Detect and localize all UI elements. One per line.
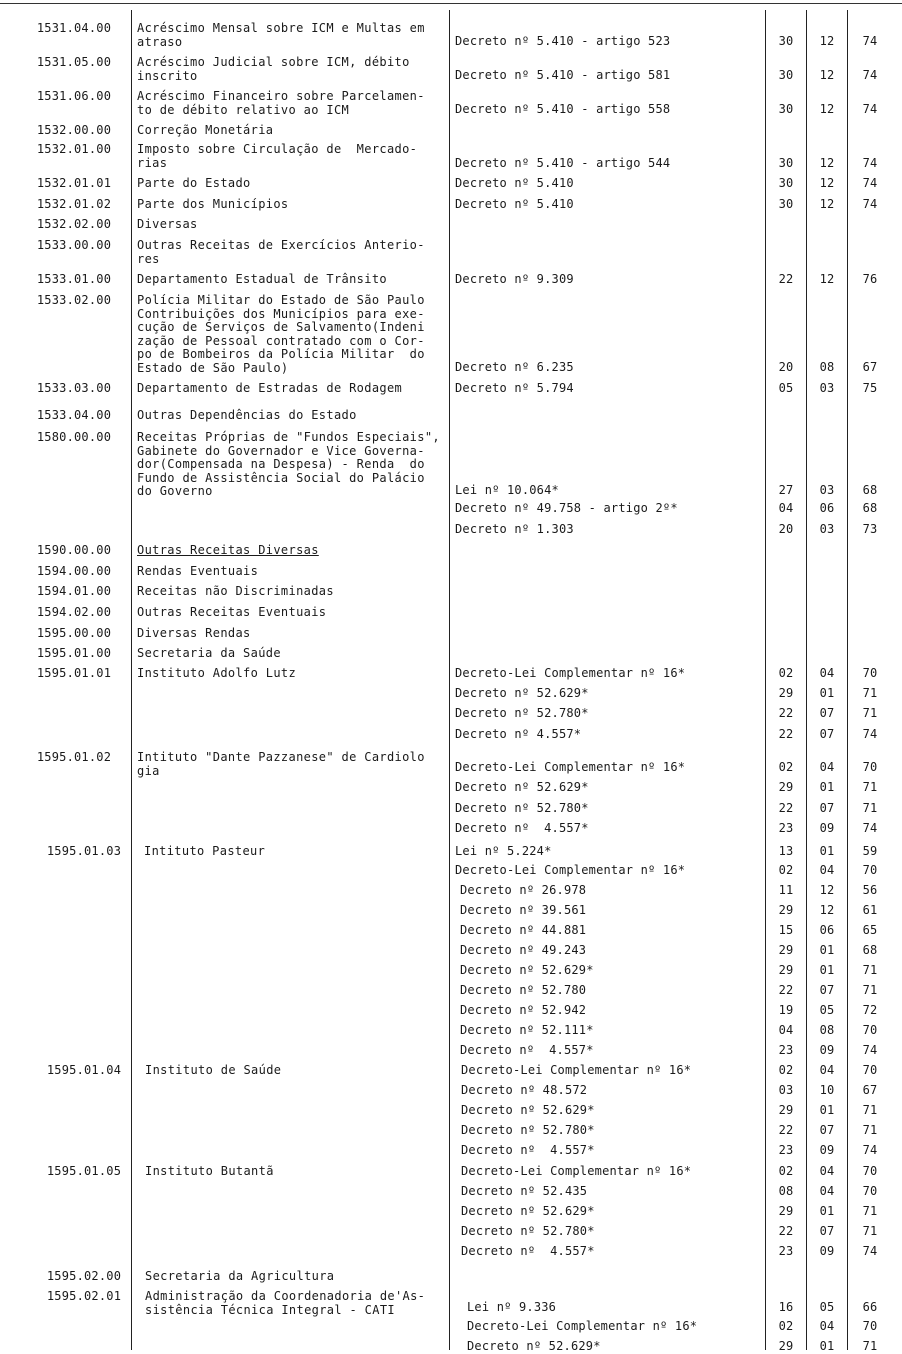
legal-reference: Decreto nº 52.629* [455,780,589,794]
account-code: 1533.03.00 [36,381,112,395]
date-month: 12 [819,176,835,190]
date-day: 29 [778,1103,794,1117]
top-rule [0,3,902,4]
date-year: 68 [862,943,878,957]
date-month: 04 [819,760,835,774]
account-description: Administração da Coordenadoria de'As- sistência Técnica Integral - CATI [145,1289,426,1317]
account-description: Secretaria da Saúde [137,646,281,660]
date-month: 07 [819,727,835,741]
date-year: 71 [862,963,878,977]
account-code: 1595.01.03 [46,844,122,858]
date-year: 74 [862,156,878,170]
date-month: 04 [819,1164,835,1178]
date-year: 74 [862,1244,878,1258]
account-description: Receitas não Discriminadas [137,584,334,598]
date-day: 20 [778,522,794,536]
legal-reference: Decreto-Lei Complementar nº 16* [455,666,686,680]
account-description: Acréscimo Judicial sobre ICM, débito inscrito [137,55,410,83]
account-description: Acréscimo Mensal sobre ICM e Multas em atraso [137,21,425,49]
date-year: 71 [862,1123,878,1137]
date-year: 70 [862,1184,878,1198]
legal-reference: Decreto nº 5.794 [455,381,574,395]
date-year: 76 [862,272,878,286]
date-month: 12 [819,156,835,170]
date-month: 01 [819,943,835,957]
account-code: 1595.01.01 [36,666,112,680]
date-year: 71 [862,706,878,720]
date-year: 74 [862,1043,878,1057]
date-day: 30 [778,176,794,190]
account-code: 1595.00.00 [36,626,112,640]
date-month: 12 [819,102,835,116]
date-month: 04 [819,863,835,877]
date-year: 70 [862,666,878,680]
date-month: 03 [819,522,835,536]
legal-reference: Lei nº 10.064* [455,483,559,497]
date-year: 59 [862,844,878,858]
date-day: 22 [778,727,794,741]
date-year: 74 [862,821,878,835]
date-day: 30 [778,156,794,170]
date-month: 01 [819,1204,835,1218]
account-code: 1595.02.00 [46,1269,122,1283]
date-day: 03 [778,1083,794,1097]
legal-reference: Lei nº 9.336 [467,1300,557,1314]
account-description: Instituto Adolfo Lutz [137,666,297,680]
date-month: 05 [819,1003,835,1017]
account-code: 1532.00.00 [36,123,112,137]
account-code: 1595.01.05 [46,1164,122,1178]
legal-reference: Decreto nº 52.780 [460,983,587,997]
account-description: Correção Monetária [137,123,274,137]
account-code: 1531.05.00 [36,55,112,69]
legal-reference: Decreto nº 52.780* [455,801,589,815]
date-day: 30 [778,34,794,48]
account-code: 1533.02.00 [36,293,112,307]
legal-reference: Decreto nº 6.235 [455,360,574,374]
date-year: 74 [862,34,878,48]
account-code: 1532.01.01 [36,176,112,190]
account-description: Intituto "Dante Pazzanese" de Cardiolo gia [137,750,425,778]
date-year: 70 [862,1164,878,1178]
legal-reference: Decreto nº 5.410 [455,197,574,211]
date-day: 30 [778,102,794,116]
date-day: 08 [778,1184,794,1198]
date-year: 74 [862,68,878,82]
date-day: 04 [778,1023,794,1037]
date-year: 73 [862,522,878,536]
date-year: 72 [862,1003,878,1017]
date-day: 22 [778,801,794,815]
account-code: 1531.04.00 [36,21,112,35]
account-description: Outras Receitas de Exercícios Anterio- res [137,238,425,266]
date-year: 65 [862,923,878,937]
account-description: Rendas Eventuais [137,564,259,578]
date-year: 70 [862,1023,878,1037]
date-month: 06 [819,501,835,515]
date-day: 29 [778,686,794,700]
account-code: 1580.00.00 [36,430,112,444]
legal-reference: Decreto nº 4.557* [460,1043,594,1057]
date-year: 67 [862,1083,878,1097]
date-year: 56 [862,883,878,897]
account-description: Instituto de Saúde [145,1063,282,1077]
legal-reference: Lei nº 5.224* [455,844,552,858]
account-code: 1531.06.00 [36,89,112,103]
date-month: 05 [819,1300,835,1314]
date-month: 04 [819,1184,835,1198]
legal-reference: Decreto-Lei Complementar nº 16* [455,760,686,774]
date-day: 20 [778,360,794,374]
legal-reference: Decreto-Lei Complementar nº 16* [467,1319,698,1333]
legal-reference: Decreto nº 5.410 [455,176,574,190]
date-month: 04 [819,1063,835,1077]
date-year: 70 [862,760,878,774]
date-month: 01 [819,963,835,977]
account-code: 1595.01.02 [36,750,112,764]
date-day: 30 [778,68,794,82]
date-day: 02 [778,760,794,774]
date-day: 22 [778,706,794,720]
account-code: 1533.00.00 [36,238,112,252]
date-year: 68 [862,483,878,497]
date-day: 29 [778,780,794,794]
account-description: Receitas Próprias de "Fundos Especiais", Gabinete do Governador e Vice Governa- dor(Compensada na Despesa) - Renda do Fundo de Assistência Social do Palácio do Governo [137,430,440,498]
date-month: 04 [819,1319,835,1333]
legal-reference: Decreto nº 4.557* [455,821,589,835]
date-day: 23 [778,1244,794,1258]
date-month: 01 [819,844,835,858]
legal-reference: Decreto nº 52.435 [461,1184,588,1198]
legal-reference: Decreto nº 52.629* [460,963,594,977]
legal-reference: Decreto nº 26.978 [460,883,587,897]
legal-reference: Decreto nº 52.629* [455,686,589,700]
date-month: 12 [819,883,835,897]
date-year: 71 [862,780,878,794]
date-day: 11 [778,883,794,897]
legal-reference: Decreto nº 52.629* [461,1103,595,1117]
date-day: 27 [778,483,794,497]
date-year: 71 [862,1103,878,1117]
account-code: 1532.01.00 [36,142,112,156]
account-description: Departamento Estadual de Trânsito [137,272,387,286]
account-description: Parte dos Municípios [137,197,289,211]
legal-reference: Decreto nº 49.243 [460,943,587,957]
date-month: 03 [819,381,835,395]
date-year: 74 [862,1143,878,1157]
legal-reference: Decreto nº 39.561 [460,903,587,917]
date-month: 01 [819,1103,835,1117]
account-description: Parte do Estado [137,176,251,190]
legal-reference: Decreto nº 5.410 - artigo 523 [455,34,671,48]
date-month: 12 [819,197,835,211]
date-month: 04 [819,666,835,680]
account-description: Acréscimo Financeiro sobre Parcelamen- to de débito relativo ao ICM [137,89,425,117]
date-year: 71 [862,1204,878,1218]
date-day: 02 [778,666,794,680]
date-year: 68 [862,501,878,515]
account-description: Diversas [137,217,198,231]
date-day: 29 [778,1339,794,1353]
date-day: 30 [778,197,794,211]
account-code: 1594.01.00 [36,584,112,598]
date-year: 70 [862,863,878,877]
date-month: 08 [819,360,835,374]
date-day: 22 [778,1123,794,1137]
date-year: 71 [862,983,878,997]
date-month: 08 [819,1023,835,1037]
account-code: 1595.02.01 [46,1289,122,1303]
date-month: 12 [819,272,835,286]
date-month: 12 [819,68,835,82]
date-year: 61 [862,903,878,917]
account-code: 1532.01.02 [36,197,112,211]
legal-reference: Decreto nº 4.557* [455,727,582,741]
account-description: Outras Receitas Eventuais [137,605,327,619]
legal-reference: Decreto nº 4.557* [461,1244,595,1258]
date-month: 09 [819,1043,835,1057]
date-month: 01 [819,1339,835,1353]
date-year: 71 [862,1224,878,1238]
date-day: 02 [778,1319,794,1333]
date-year: 75 [862,381,878,395]
date-day: 19 [778,1003,794,1017]
date-year: 67 [862,360,878,374]
date-month: 07 [819,1224,835,1238]
account-description: Outras Receitas Diversas [137,543,319,557]
date-day: 23 [778,1143,794,1157]
date-day: 15 [778,923,794,937]
date-day: 04 [778,501,794,515]
legal-reference: Decreto-Lei Complementar nº 16* [455,863,686,877]
legal-reference: Decreto nº 52.780* [461,1123,595,1137]
legal-reference: Decreto-Lei Complementar nº 16* [461,1063,692,1077]
date-month: 09 [819,821,835,835]
date-year: 71 [862,686,878,700]
column-divider [131,10,132,1350]
account-code: 1533.01.00 [36,272,112,286]
date-day: 02 [778,1063,794,1077]
date-year: 74 [862,102,878,116]
date-year: 74 [862,176,878,190]
date-month: 01 [819,780,835,794]
date-month: 07 [819,706,835,720]
date-day: 22 [778,983,794,997]
date-day: 29 [778,943,794,957]
legal-reference: Decreto nº 52.942 [460,1003,587,1017]
date-day: 29 [778,963,794,977]
legal-reference: Decreto nº 52.629* [461,1204,595,1218]
legal-reference: Decreto-Lei Complementar nº 16* [461,1164,692,1178]
date-day: 29 [778,903,794,917]
legal-reference: Decreto nº 52.111* [460,1023,594,1037]
date-month: 03 [819,483,835,497]
legal-reference: Decreto nº 9.309 [455,272,574,286]
date-year: 71 [862,1339,878,1353]
legal-reference: Decreto nº 5.410 - artigo 581 [455,68,671,82]
account-description: Imposto sobre Circulação de Mercado- rias [137,142,418,170]
account-description: Departamento de Estradas de Rodagem [137,381,403,395]
date-year: 66 [862,1300,878,1314]
account-code: 1595.01.00 [36,646,112,660]
date-day: 22 [778,1224,794,1238]
date-day: 05 [778,381,794,395]
account-description: Outras Dependências do Estado [137,408,357,422]
legal-reference: Decreto nº 49.758 - artigo 2º* [455,501,678,515]
date-day: 23 [778,821,794,835]
legal-reference: Decreto nº 48.572 [461,1083,588,1097]
legal-reference: Decreto nº 4.557* [461,1143,595,1157]
date-day: 23 [778,1043,794,1057]
date-year: 71 [862,801,878,815]
date-day: 02 [778,1164,794,1178]
account-description: Instituto Butantã [145,1164,274,1178]
date-month: 12 [819,34,835,48]
date-month: 10 [819,1083,835,1097]
account-code: 1595.01.04 [46,1063,122,1077]
legal-reference: Decreto nº 52.780* [455,706,589,720]
account-code: 1594.02.00 [36,605,112,619]
account-description: Intituto Pasteur [144,844,266,858]
legal-reference: Decreto nº 1.303 [455,522,574,536]
date-month: 07 [819,801,835,815]
legal-reference: Decreto nº 52.629* [467,1339,601,1353]
date-day: 13 [778,844,794,858]
legal-reference: Decreto nº 44.881 [460,923,587,937]
account-code: 1594.00.00 [36,564,112,578]
date-month: 09 [819,1244,835,1258]
account-description: Polícia Militar do Estado de São Paulo Contribuições dos Municípios para exe- cução de Serviços de Salvamento(Indeni zação de Pessoal contratado com o Cor- po de Bombeiros da Polícia Militar do Estado de São Paulo) [137,293,425,375]
account-description: Secretaria da Agricultura [145,1269,335,1283]
date-day: 02 [778,863,794,877]
legal-reference: Decreto nº 52.780* [461,1224,595,1238]
date-month: 09 [819,1143,835,1157]
legal-reference: Decreto nº 5.410 - artigo 544 [455,156,671,170]
date-year: 70 [862,1319,878,1333]
date-month: 01 [819,686,835,700]
date-day: 16 [778,1300,794,1314]
date-month: 07 [819,983,835,997]
account-code: 1590.00.00 [36,543,112,557]
date-day: 29 [778,1204,794,1218]
date-year: 74 [862,197,878,211]
account-code: 1532.02.00 [36,217,112,231]
legal-reference: Decreto nº 5.410 - artigo 558 [455,102,671,116]
date-day: 22 [778,272,794,286]
account-description: Diversas Rendas [137,626,251,640]
date-month: 12 [819,903,835,917]
date-year: 70 [862,1063,878,1077]
date-month: 06 [819,923,835,937]
account-code: 1533.04.00 [36,408,112,422]
date-month: 07 [819,1123,835,1137]
date-year: 74 [862,727,878,741]
